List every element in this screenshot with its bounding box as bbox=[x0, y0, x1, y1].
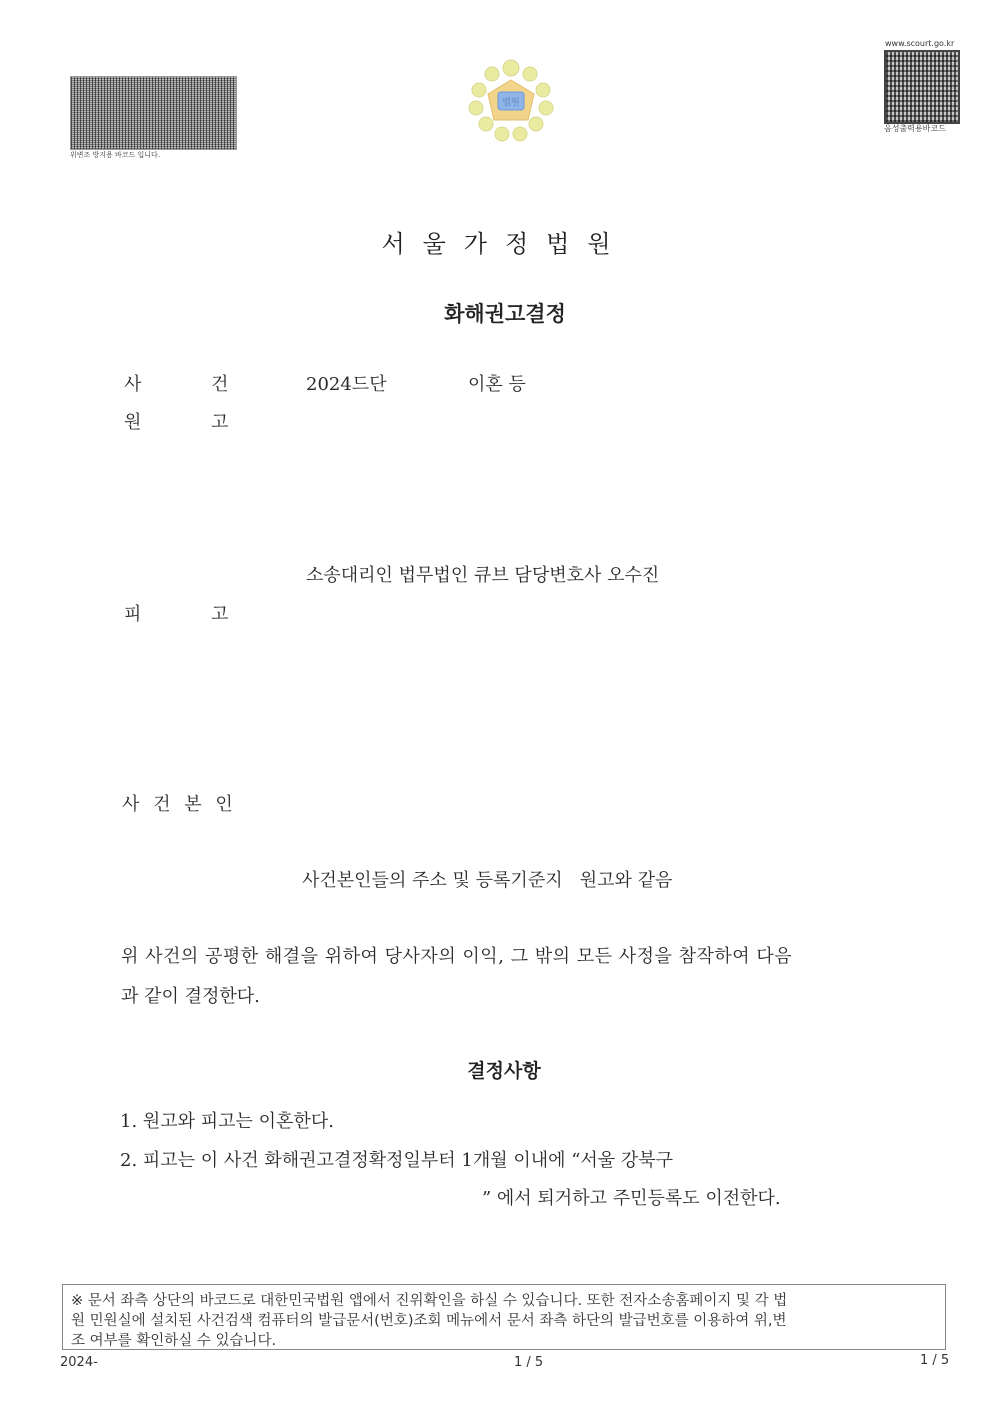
plaintiff-label-won: 원 bbox=[124, 412, 142, 433]
case-label-sa: 사 bbox=[124, 374, 142, 395]
principal-label: 사 건 본 인 bbox=[122, 794, 237, 815]
decision-item-1: 1. 원고와 피고는 이혼한다. bbox=[120, 1111, 334, 1132]
decision-heading: 결정사항 bbox=[467, 1060, 541, 1082]
qr-caption: 음성출력용바코드 bbox=[884, 124, 946, 133]
document-title: 화해권고결정 bbox=[444, 302, 566, 326]
decision-item-2-line-1: 2. 피고는 이 사건 화해권고결정확정일부터 1개월 이내에 “서울 강북구 bbox=[120, 1150, 674, 1171]
voice-output-qr-code bbox=[884, 50, 960, 124]
defendant-label-pi: 피 bbox=[124, 604, 142, 625]
footer-notice-line-3: 조 여부를 확인하실 수 있습니다. bbox=[71, 1333, 277, 1349]
qr-url: www.scourt.go.kr bbox=[885, 39, 955, 48]
footer-notice-line-2: 원 민원실에 설치된 사건검색 컴퓨터의 발급문서(번호)조회 메뉴에서 문서 좌측 하단의 발급번호를 이용하여 위,변 bbox=[71, 1313, 787, 1329]
footer-notice-line-1: ※ 문서 좌측 상단의 바코드로 대한민국법원 앱에서 진위확인을 하실 수 있습니다. 또한 전자소송홈페이지 및 각 법 bbox=[71, 1293, 788, 1309]
defendant-label-go: 고 bbox=[211, 604, 229, 625]
authenticity-barcode bbox=[70, 76, 237, 150]
barcode-note: 위변조 방지용 바코드 입니다. bbox=[70, 151, 161, 159]
case-name: 이혼 등 bbox=[468, 374, 526, 395]
court-name: 서울가정법원 bbox=[381, 230, 629, 258]
issue-number: 2024- bbox=[60, 1355, 98, 1370]
page-number-right: 1 / 5 bbox=[920, 1353, 950, 1368]
principal-address: 사건본인들의 주소 및 등록기준지 원고와 같음 bbox=[302, 870, 673, 891]
case-number: 2024드단 bbox=[306, 374, 387, 395]
court-emblem-icon bbox=[462, 54, 560, 146]
verification-notice-box bbox=[62, 1284, 946, 1350]
plaintiff-representative: 소송대리인 법무법인 큐브 담당변호사 오수진 bbox=[306, 565, 660, 586]
case-label-geon: 건 bbox=[211, 374, 229, 395]
page-number-center: 1 / 5 bbox=[514, 1355, 544, 1370]
decision-item-2-line-2: ” 에서 퇴거하고 주민등록도 이전한다. bbox=[482, 1188, 781, 1209]
plaintiff-label-go: 고 bbox=[211, 412, 229, 433]
intro-line-2: 과 같이 결정한다. bbox=[121, 986, 260, 1007]
emblem-text: 법원 bbox=[502, 98, 520, 108]
intro-line-1: 위 사건의 공평한 해결을 위하여 당사자의 이익, 그 밖의 모든 사정을 참작하여 다음 bbox=[121, 946, 793, 967]
